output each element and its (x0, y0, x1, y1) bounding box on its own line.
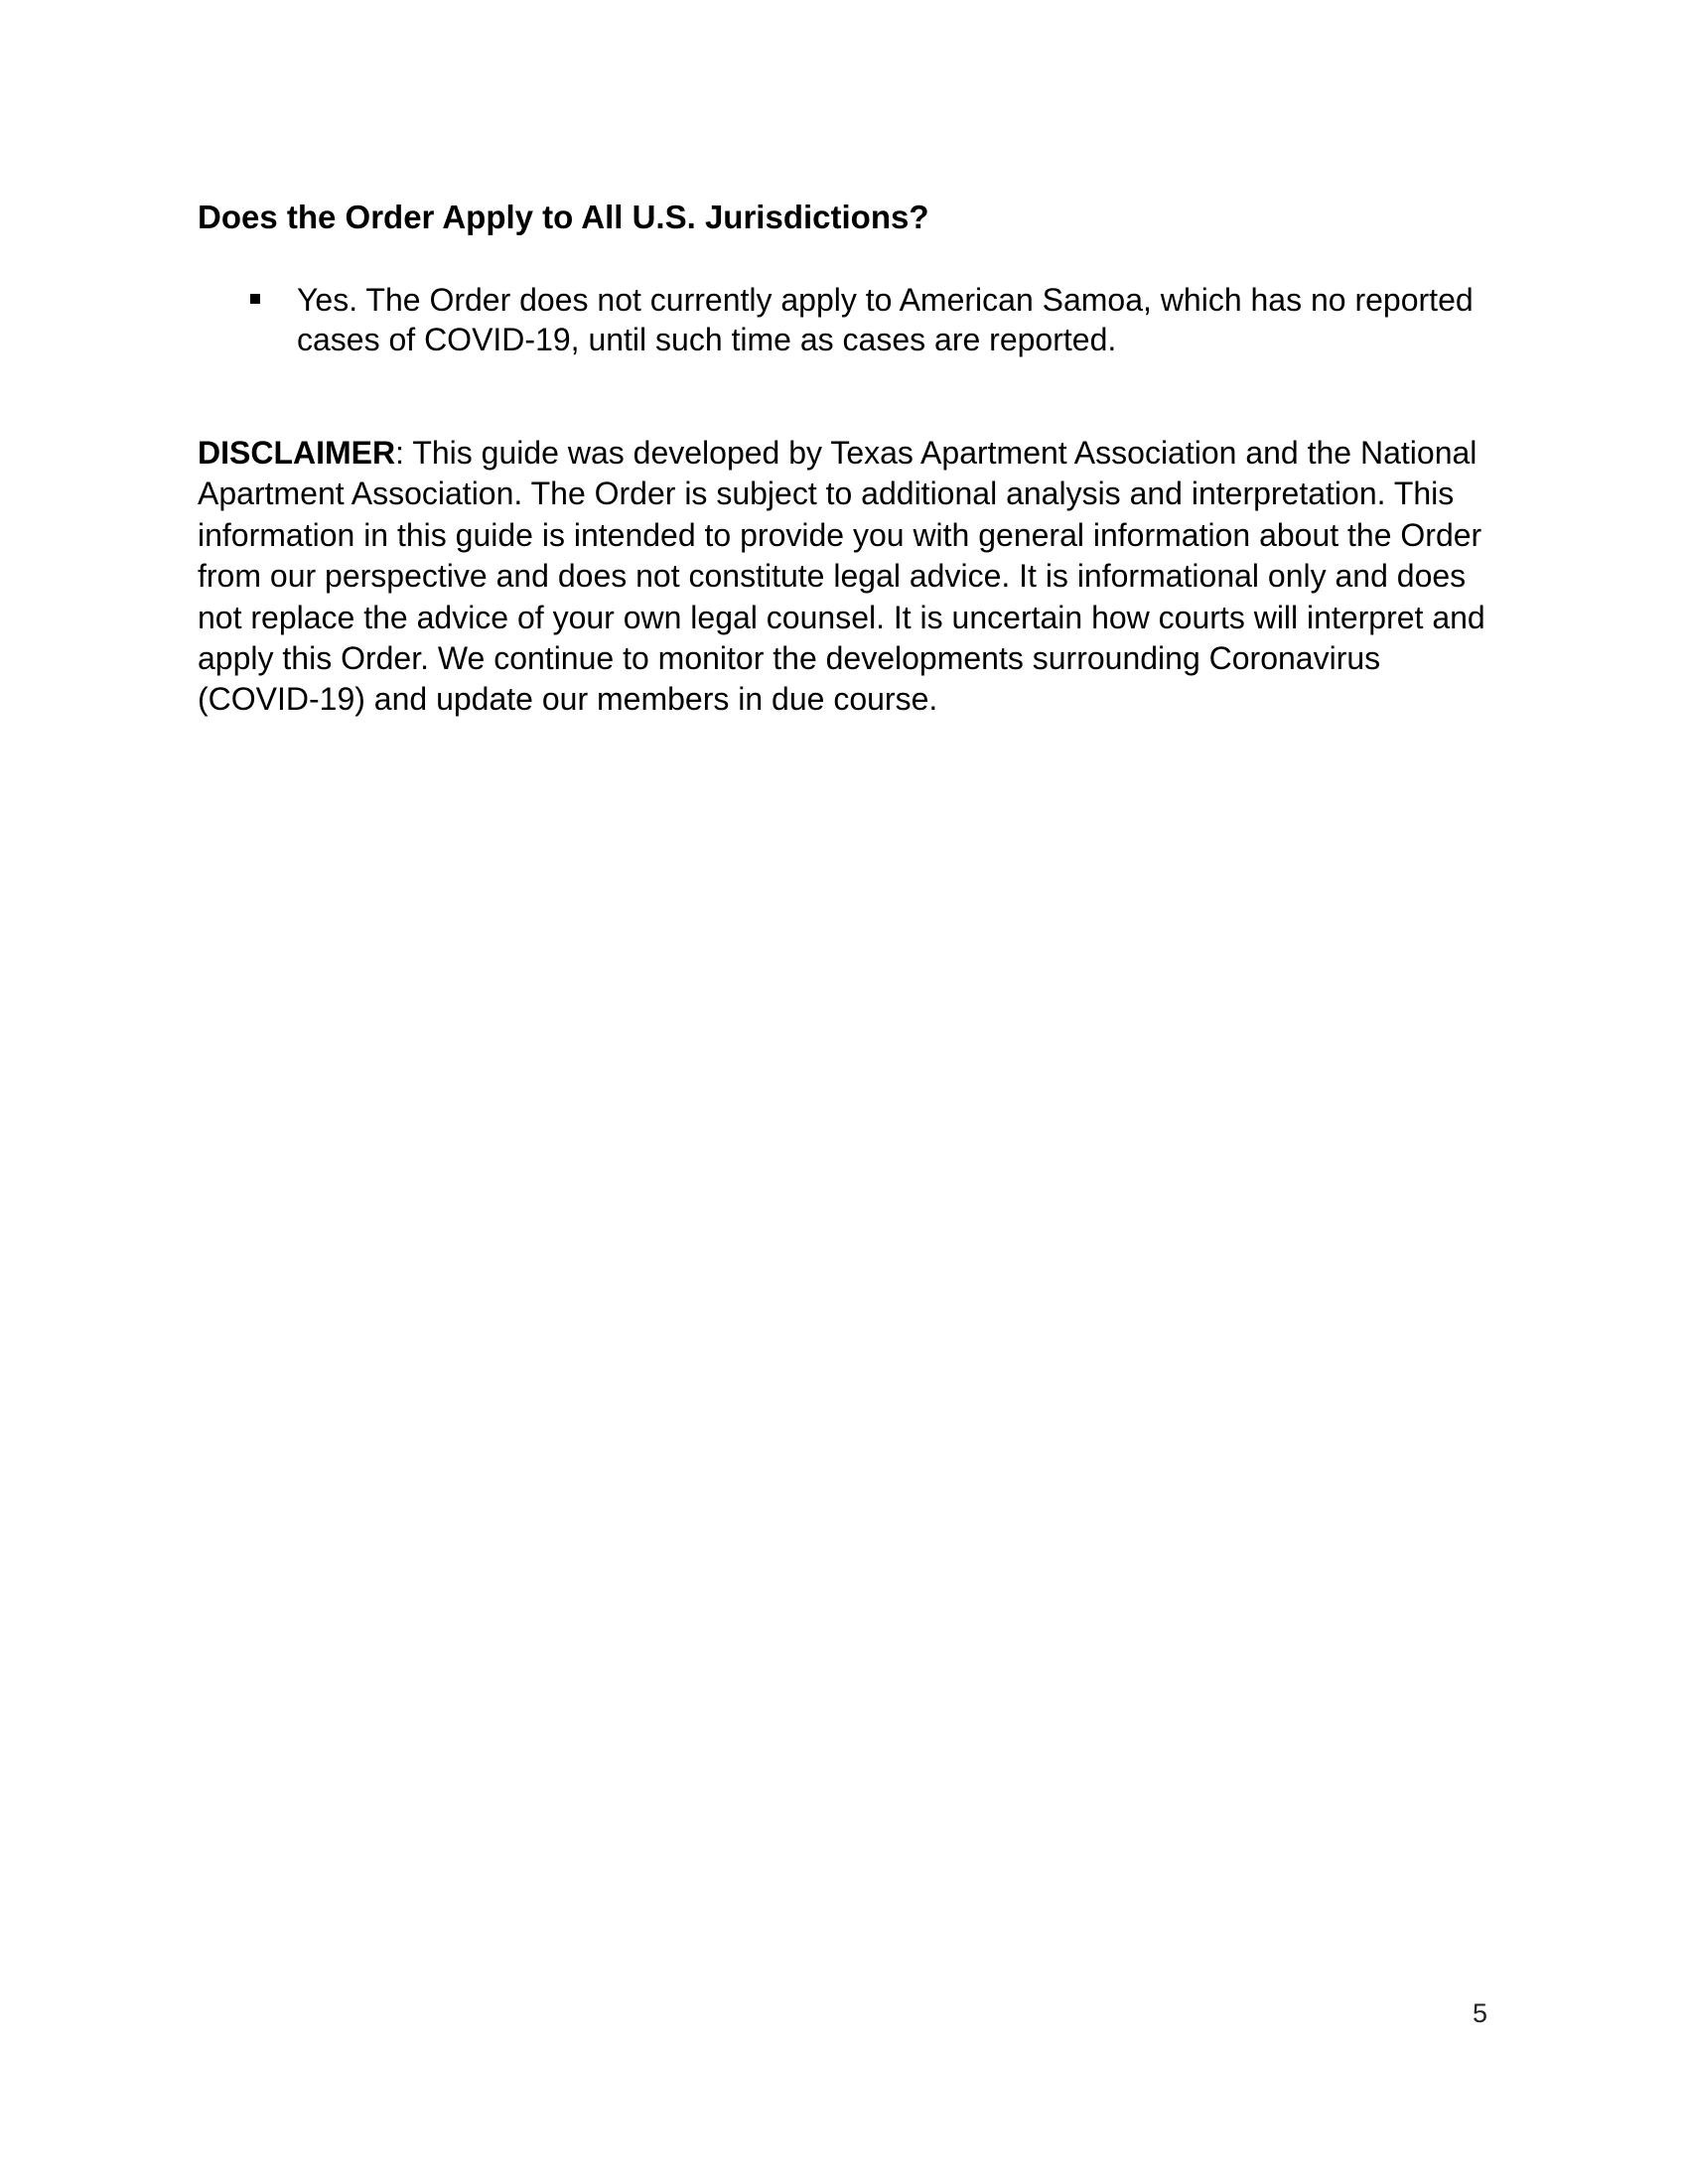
disclaimer-label: DISCLAIMER (198, 435, 396, 471)
section-heading: Does the Order Apply to All U.S. Jurisdictions? (198, 199, 929, 235)
disclaimer-text: : This guide was developed by Texas Apartment Association and the National Apartment Association. The Order is subject to additional analysis and interpretation. This information in this guide is intended to provide you with general information about the Order from our perspective and does not constitute legal advice. It is informational only and does not replace the advice of your own legal counsel. It is uncertain how courts will interpret and apply this Order. We continue to monitor the developments surrounding Coronavirus (COVID-19) and update our members in due course. (198, 435, 1485, 718)
list-item (198, 280, 1488, 359)
square-bullet-icon (250, 294, 260, 304)
disclaimer-paragraph (198, 433, 1508, 721)
page-number: 5 (1472, 1998, 1487, 2028)
bullet-list (198, 280, 1488, 359)
list-item-text: Yes. The Order does not currently apply to American Samoa, which has no reported cases of COVID-19, until such time as cases are reported. (297, 282, 1474, 357)
